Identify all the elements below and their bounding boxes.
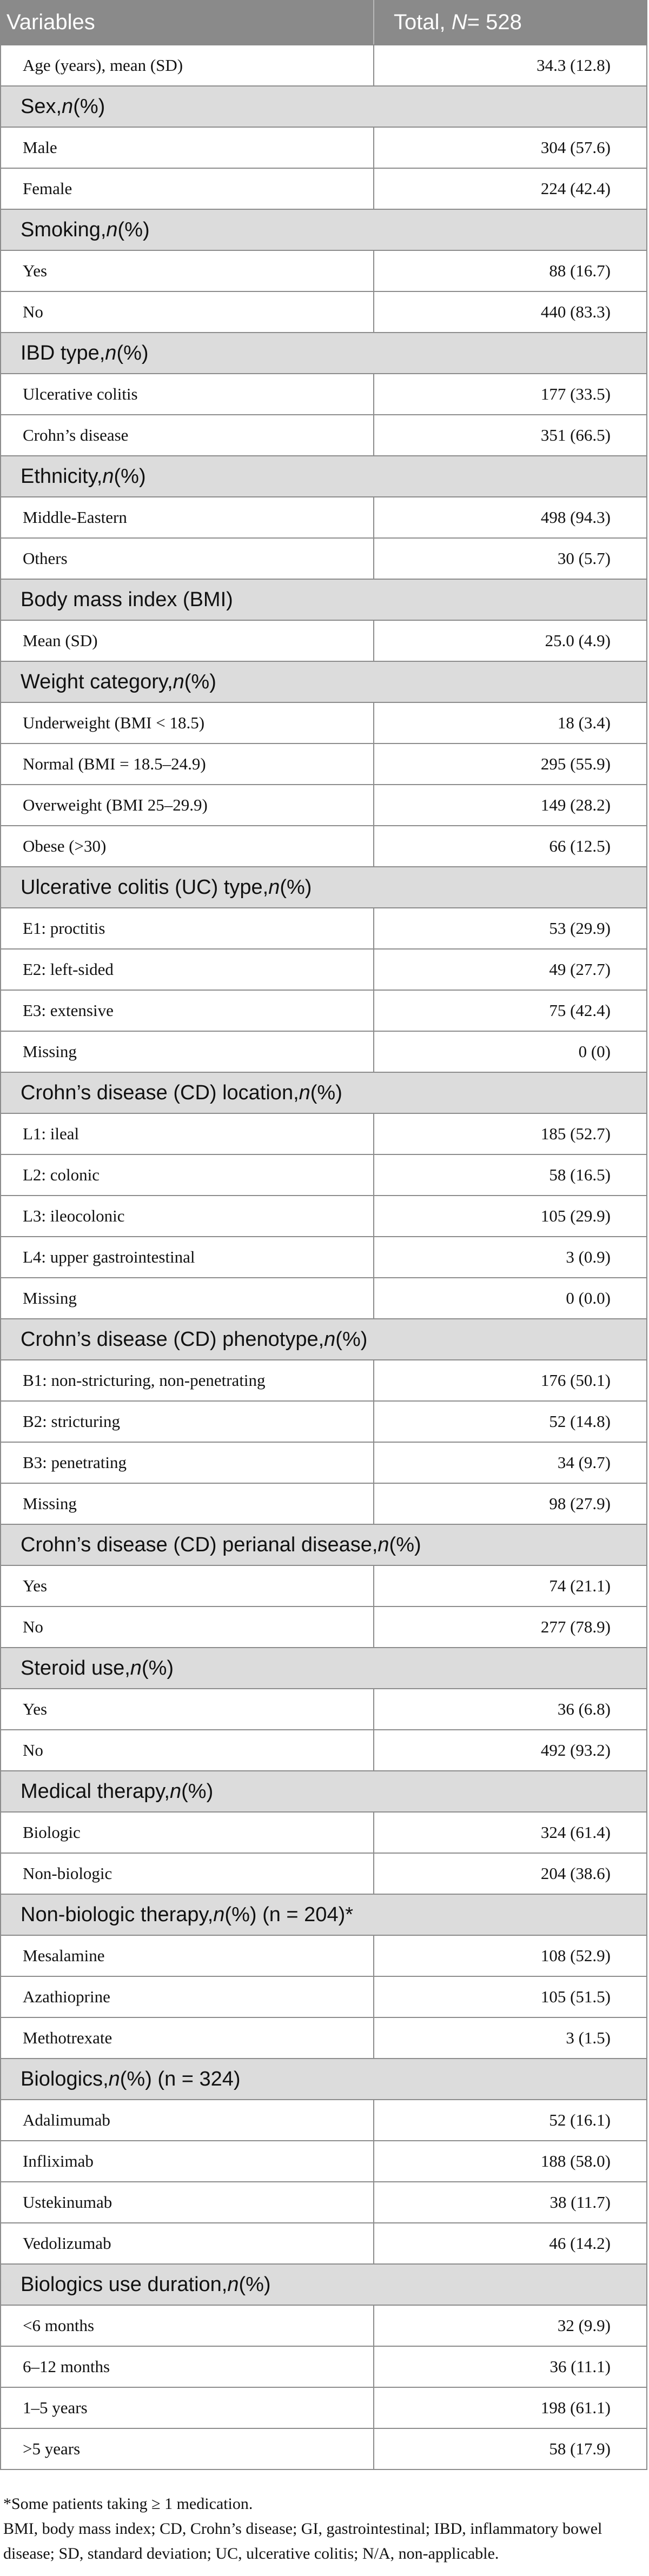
label-text: Body mass index (BMI) — [21, 588, 233, 611]
label-text: Crohn’s disease — [23, 426, 129, 444]
label-suffix: (%) — [239, 2273, 271, 2296]
label-italic: n — [378, 1533, 389, 1556]
label-text: IBD type, — [21, 341, 105, 364]
row-label — [1, 1114, 373, 1154]
section-row — [0, 580, 647, 621]
table-row — [0, 1566, 647, 1607]
row-value: 0 (0) — [373, 1032, 646, 1072]
label-text: Mean (SD) — [23, 631, 98, 650]
label-text: 1–5 years — [23, 2398, 88, 2417]
label-text: Ulcerative colitis (UC) type, — [21, 875, 269, 899]
label-text: No — [23, 1741, 43, 1760]
row-label — [1, 908, 373, 948]
label-text: No — [23, 302, 43, 321]
section-title — [1, 1073, 646, 1113]
section-title — [1, 333, 646, 373]
section-row — [0, 1073, 647, 1114]
label-italic: n — [299, 1081, 310, 1104]
table-row — [0, 1689, 647, 1730]
label-text: Female — [23, 179, 72, 198]
row-label — [1, 2100, 373, 2140]
label-text: Obese (>30) — [23, 836, 107, 855]
label-text: Missing — [23, 1289, 77, 1307]
row-label — [1, 1977, 373, 2017]
table-row — [0, 1813, 647, 1854]
table-row — [0, 2223, 647, 2265]
row-label — [1, 785, 373, 825]
section-title — [1, 210, 646, 250]
section-row — [0, 1648, 647, 1689]
section-row — [0, 1895, 647, 1936]
table-row — [0, 128, 647, 169]
row-value: 185 (52.7) — [373, 1114, 646, 1154]
row-label — [1, 621, 373, 661]
row-value: 66 (12.5) — [373, 826, 646, 866]
section-title — [1, 456, 646, 496]
row-label — [1, 1484, 373, 1524]
row-value: 34 (9.7) — [373, 1443, 646, 1483]
label-italic: n — [227, 2273, 239, 2296]
label-text: L4: upper gastrointestinal — [23, 1247, 195, 1266]
label-text: Ustekinumab — [23, 2193, 112, 2212]
label-text: L2: colonic — [23, 1165, 100, 1184]
row-value: 498 (94.3) — [373, 497, 646, 537]
row-value: 74 (21.1) — [373, 1566, 646, 1606]
label-suffix: (%) — [73, 95, 105, 118]
row-label — [1, 2223, 373, 2263]
label-text: Male — [23, 138, 57, 157]
table-row — [0, 2018, 647, 2059]
table-row — [0, 497, 647, 539]
label-suffix: (%) — [117, 218, 150, 241]
label-text: E2: left-sided — [23, 960, 114, 979]
label-text: Yes — [23, 261, 48, 280]
label-text: Overweight (BMI 25–29.9) — [23, 795, 208, 814]
table-row — [0, 2182, 647, 2223]
label-text: Biologic — [23, 1823, 81, 1842]
table-row — [0, 1278, 647, 1319]
label-suffix: (%) — [181, 1780, 214, 1803]
label-text: Non-biologic — [23, 1864, 112, 1883]
table-row — [0, 169, 647, 210]
table-row — [0, 1114, 647, 1155]
row-value: 49 (27.7) — [373, 950, 646, 990]
row-label — [1, 539, 373, 579]
row-value: 38 (11.7) — [373, 2182, 646, 2222]
row-label — [1, 415, 373, 455]
section-row — [0, 867, 647, 908]
row-label — [1, 2347, 373, 2387]
row-value: 295 (55.9) — [373, 744, 646, 784]
table-row — [0, 2347, 647, 2388]
row-label — [1, 2388, 373, 2428]
section-row — [0, 210, 647, 251]
label-text: Steroid use, — [21, 1656, 130, 1679]
section-title — [1, 867, 646, 907]
label-text: Biologics use duration, — [21, 2273, 228, 2296]
label-text: B1: non-stricturing, non-penetrating — [23, 1371, 266, 1390]
row-label — [1, 2182, 373, 2222]
row-value: 36 (11.1) — [373, 2347, 646, 2387]
row-value: 32 (9.9) — [373, 2306, 646, 2346]
label-suffix: (%) (n = 204)* — [224, 1903, 354, 1926]
table-row — [0, 785, 647, 826]
row-value: 304 (57.6) — [373, 128, 646, 168]
row-label — [1, 2141, 373, 2181]
header-total — [373, 0, 646, 44]
row-label — [1, 1566, 373, 1606]
row-value: 149 (28.2) — [373, 785, 646, 825]
table-row — [0, 2388, 647, 2429]
label-suffix: (%) — [280, 875, 312, 899]
header-total-suffix: = 528 — [467, 10, 522, 34]
row-value: 34.3 (12.8) — [373, 45, 646, 85]
table-row — [0, 1854, 647, 1895]
label-text: Sex, — [21, 95, 62, 118]
label-italic: n — [62, 95, 74, 118]
footnote-abbreviations: BMI, body mass index; CD, Crohn’s disease; GI, gastrointestinal; IBD, inflammatory bowel disease; SD, standard deviation; UC, ulcerative colitis; N/A, non-applicable. — [3, 2520, 602, 2562]
table-row — [0, 1196, 647, 1237]
row-value: 30 (5.7) — [373, 539, 646, 579]
table-row — [0, 539, 647, 580]
row-label — [1, 1854, 373, 1894]
row-value: 88 (16.7) — [373, 251, 646, 291]
label-text: Ulcerative colitis — [23, 384, 138, 403]
label-text: <6 months — [23, 2316, 95, 2335]
footnote-medication: *Some patients taking ≥ 1 medication. — [3, 2495, 253, 2513]
table-row — [0, 1032, 647, 1073]
header-total-prefix: Total, — [394, 10, 446, 34]
label-text: E1: proctitis — [23, 919, 105, 938]
section-row — [0, 333, 647, 374]
table-row — [0, 1402, 647, 1443]
row-label — [1, 2018, 373, 2058]
row-value: 351 (66.5) — [373, 415, 646, 455]
row-label — [1, 1402, 373, 1442]
section-title — [1, 1525, 646, 1565]
label-suffix: (%) — [116, 341, 149, 364]
table-row — [0, 1936, 647, 1977]
label-text: Underweight (BMI < 18.5) — [23, 713, 205, 732]
section-row — [0, 1525, 647, 1566]
table-row — [0, 251, 647, 292]
label-suffix: (%) — [335, 1327, 368, 1351]
section-row — [0, 2059, 647, 2100]
section-title — [1, 1648, 646, 1688]
label-suffix: (%) — [184, 670, 216, 693]
row-label — [1, 251, 373, 291]
row-label — [1, 1237, 373, 1277]
row-label — [1, 826, 373, 866]
table-row — [0, 292, 647, 333]
label-text: Vedolizumab — [23, 2234, 111, 2253]
row-value: 58 (17.9) — [373, 2429, 646, 2469]
label-text: Missing — [23, 1042, 77, 1061]
label-text: Yes — [23, 1576, 48, 1595]
label-italic: n — [108, 2067, 120, 2090]
label-text: Middle-Eastern — [23, 508, 127, 527]
section-title — [1, 1771, 646, 1811]
section-title — [1, 580, 646, 620]
row-value: 25.0 (4.9) — [373, 621, 646, 661]
label-text: Normal (BMI = 18.5–24.9) — [23, 754, 206, 773]
label-text: Adalimumab — [23, 2110, 110, 2129]
label-text: Others — [23, 549, 68, 568]
label-text: Crohn’s disease (CD) phenotype, — [21, 1327, 325, 1351]
row-label — [1, 1936, 373, 1976]
header-variables: Variables — [6, 10, 95, 34]
label-italic: n — [106, 218, 118, 241]
row-value: 176 (50.1) — [373, 1360, 646, 1400]
table-row — [0, 991, 647, 1032]
row-value: 105 (29.9) — [373, 1196, 646, 1236]
table-body — [0, 45, 649, 2470]
table-row — [0, 1730, 647, 1771]
row-value: 52 (16.1) — [373, 2100, 646, 2140]
row-label — [1, 497, 373, 537]
row-value: 277 (78.9) — [373, 1607, 646, 1647]
row-value: 3 (0.9) — [373, 1237, 646, 1277]
label-text: B2: stricturing — [23, 1412, 120, 1431]
section-title — [1, 87, 646, 127]
label-text: Crohn’s disease (CD) perianal disease, — [21, 1533, 378, 1556]
label-text: 6–12 months — [23, 2357, 110, 2376]
table-row — [0, 950, 647, 991]
label-text: Non-biologic therapy, — [21, 1903, 214, 1926]
label-text: Smoking, — [21, 218, 107, 241]
table-row — [0, 826, 647, 867]
label-italic: n — [324, 1327, 336, 1351]
row-value: 46 (14.2) — [373, 2223, 646, 2263]
label-suffix: (%) (n = 324) — [120, 2067, 241, 2090]
table-row — [0, 2306, 647, 2347]
section-row — [0, 87, 647, 128]
table-row — [0, 2100, 647, 2141]
label-text: Mesalamine — [23, 1946, 105, 1965]
row-label — [1, 1813, 373, 1853]
row-value: 36 (6.8) — [373, 1689, 646, 1729]
section-row — [0, 1319, 647, 1360]
row-value: 177 (33.5) — [373, 374, 646, 414]
section-title — [1, 2265, 646, 2305]
label-italic: n — [105, 341, 117, 364]
row-value: 440 (83.3) — [373, 292, 646, 332]
label-text: Biologics, — [21, 2067, 109, 2090]
label-text: Infliximab — [23, 2152, 94, 2170]
label-text: Missing — [23, 1494, 77, 1513]
label-text: No — [23, 1617, 43, 1636]
table-row — [0, 2141, 647, 2182]
table-row — [0, 1484, 647, 1525]
label-text: Weight category, — [21, 670, 173, 693]
label-text: L3: ileocolonic — [23, 1206, 125, 1225]
label-italic: n — [268, 875, 280, 899]
table-row — [0, 374, 647, 415]
table-row — [0, 703, 647, 744]
label-italic: n — [173, 670, 184, 693]
row-value: 98 (27.9) — [373, 1484, 646, 1524]
row-value: 18 (3.4) — [373, 703, 646, 743]
table-row — [0, 1443, 647, 1484]
row-label — [1, 128, 373, 168]
row-label — [1, 703, 373, 743]
label-text: B3: penetrating — [23, 1453, 127, 1472]
header-total-n: N — [451, 10, 467, 34]
row-value: 204 (38.6) — [373, 1854, 646, 1894]
row-label — [1, 1278, 373, 1318]
row-value: 75 (42.4) — [373, 991, 646, 1031]
label-text: Medical therapy, — [21, 1780, 170, 1803]
label-text: Ethnicity, — [21, 464, 103, 488]
row-value: 108 (52.9) — [373, 1936, 646, 1976]
row-label — [1, 1689, 373, 1729]
row-value: 492 (93.2) — [373, 1730, 646, 1770]
row-value: 198 (61.1) — [373, 2388, 646, 2428]
row-value: 105 (51.5) — [373, 1977, 646, 2017]
table-row — [0, 744, 647, 785]
label-text: Methotrexate — [23, 2028, 112, 2047]
label-text: E3: extensive — [23, 1001, 114, 1020]
row-label — [1, 292, 373, 332]
section-title — [1, 1895, 646, 1935]
row-value: 324 (61.4) — [373, 1813, 646, 1853]
label-suffix: (%) — [310, 1081, 342, 1104]
label-text: Yes — [23, 1699, 48, 1718]
label-italic: n — [213, 1903, 225, 1926]
section-title — [1, 1319, 646, 1359]
row-label — [1, 374, 373, 414]
table-row — [0, 1360, 647, 1402]
row-value: 53 (29.9) — [373, 908, 646, 948]
row-label — [1, 991, 373, 1031]
row-label — [1, 1196, 373, 1236]
section-title — [1, 2059, 646, 2099]
table-row — [0, 1977, 647, 2018]
row-label — [1, 1607, 373, 1647]
section-row — [0, 662, 647, 703]
label-suffix: (%) — [114, 464, 146, 488]
row-label — [1, 2306, 373, 2346]
table-row — [0, 908, 647, 950]
table-row — [0, 1237, 647, 1278]
label-suffix: (%) — [389, 1533, 421, 1556]
row-label — [1, 1443, 373, 1483]
row-label — [1, 1360, 373, 1400]
label-text: L1: ileal — [23, 1124, 80, 1143]
table-row — [0, 2429, 647, 2470]
label-italic: n — [102, 464, 114, 488]
row-label — [1, 2429, 373, 2469]
table-row — [0, 1607, 647, 1648]
table-row — [0, 415, 647, 456]
label-italic: n — [169, 1780, 182, 1803]
section-row — [0, 456, 647, 497]
section-row — [0, 1771, 647, 1813]
section-row — [0, 2265, 647, 2306]
table-row — [0, 621, 647, 662]
label-text: >5 years — [23, 2439, 81, 2458]
label-text: Age (years), mean (SD) — [23, 56, 183, 75]
row-label — [1, 950, 373, 990]
row-label — [1, 1155, 373, 1195]
table-row — [0, 1155, 647, 1196]
row-value: 58 (16.5) — [373, 1155, 646, 1195]
table-header-row — [0, 0, 647, 45]
row-value: 188 (58.0) — [373, 2141, 646, 2181]
row-value: 0 (0.0) — [373, 1278, 646, 1318]
row-label — [1, 1032, 373, 1072]
section-title — [1, 662, 646, 702]
table-row — [0, 45, 647, 87]
label-text: Azathioprine — [23, 1987, 110, 2006]
label-suffix: (%) — [141, 1656, 174, 1679]
table-footnotes — [0, 2492, 649, 2566]
row-label — [1, 1730, 373, 1770]
row-value: 3 (1.5) — [373, 2018, 646, 2058]
row-label — [1, 744, 373, 784]
row-label — [1, 45, 373, 85]
label-italic: n — [130, 1656, 142, 1679]
label-text: Crohn’s disease (CD) location, — [21, 1081, 299, 1104]
row-label — [1, 169, 373, 209]
row-value: 52 (14.8) — [373, 1402, 646, 1442]
row-value: 224 (42.4) — [373, 169, 646, 209]
